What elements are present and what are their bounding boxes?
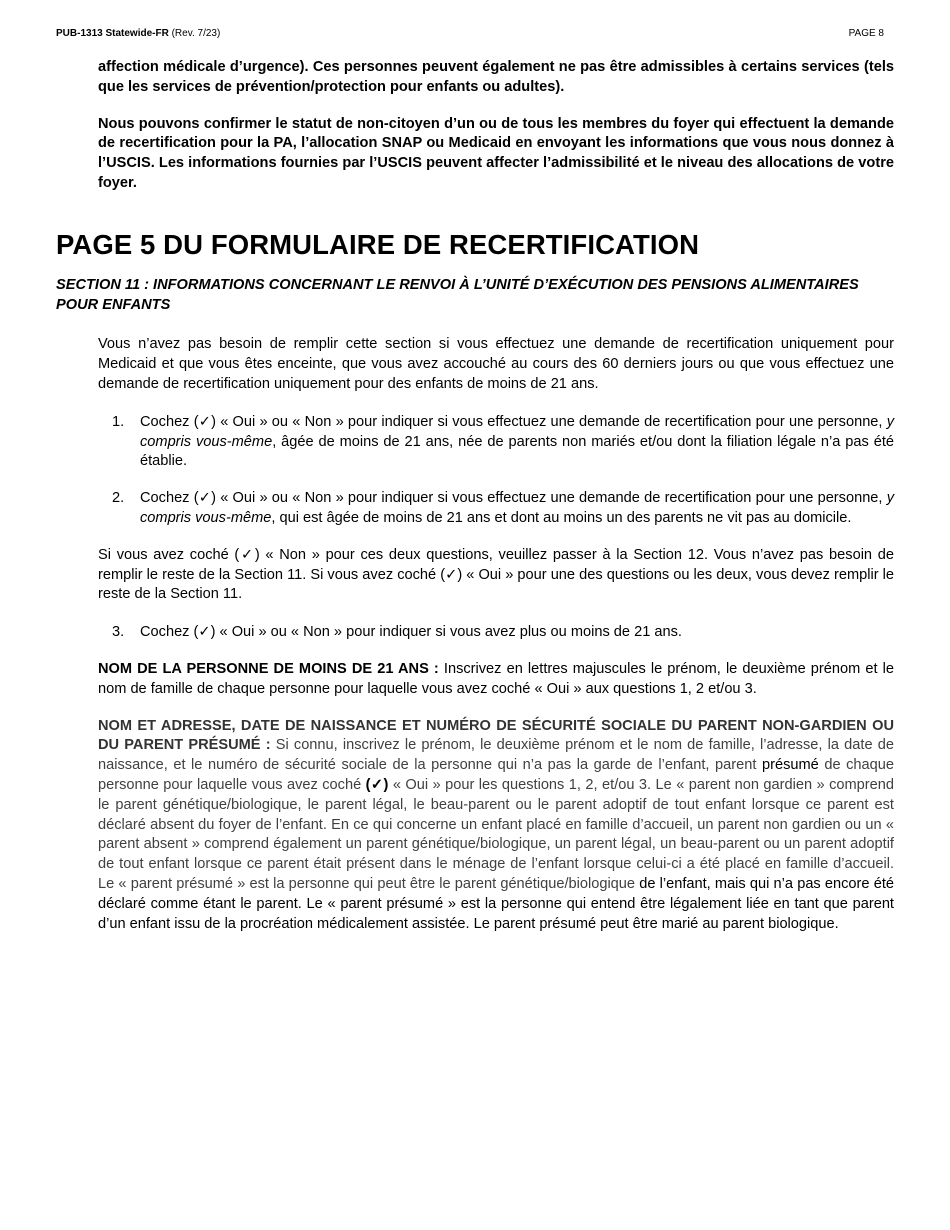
paragraph-emergency: affection médicale d’urgence). Ces personnes peuvent également ne pas être admissibles à certains services (tels que les services de prévention/protection pour enfants ou adultes). xyxy=(98,59,894,95)
item-text: Cochez (✓) « Oui » ou « Non » pour indiquer si vous effectuez une demande de recertification pour une personne, y compris vous-même, âgée de moins de 21 ans, née de parents non mariés et/ou dont la filiation légale n’a pas été établie. xyxy=(140,413,894,470)
form-code: PUB-1313 Statewide-FR (Rev. 7/23) xyxy=(56,28,221,39)
item-text: Cochez (✓) « Oui » ou « Non » pour indiquer si vous effectuez une demande de recertification pour une personne, y compris vous-même, qui est âgée de moins de 21 ans et dont au moins un des parents ne vit pas au domicile. xyxy=(140,490,894,526)
page-title: PAGE 5 DU FORMULAIRE DE RECERTIFICATION xyxy=(56,228,700,260)
section-intro: Vous n’avez pas besoin de remplir cette section si vous effectuez une demande de recertification uniquement pour Medicaid et que vous êtes enceinte, que vous avez accouché au cours des 60 derniers jours ou que vous effectuez une demande de recertification uniquement pour des enfants de moins de 21 ans. xyxy=(98,336,894,392)
name-label: NOM DE LA PERSONNE DE MOINS DE 21 ANS : xyxy=(98,660,439,677)
noncustodial-parent-paragraph: NOM ET ADRESSE, DATE DE NAISSANCE ET NUMÉRO DE SÉCURITÉ SOCIALE DU PARENT NON-GARDIEN OU DU PARENT PRÉSUMÉ : Si connu, inscrivez le prénom, le deuxième prénom et le nom de famille, l’adresse, la date de naissance, et le numéro de sécurité sociale de la personne qui n’a pas la garde de l’enfant, parent présumé de chaque personne pour laquelle vous avez coché (✓) « Oui » pour les questions 1, 2, et/ou 3. Le « parent non gardien » comprend le parent génétique/biologique, le parent légal, le beau-parent ou le parent adoptif de tout enfant lorsque ce parent est déclaré absent du foyer de l’enfant. En ce qui concerne un enfant placé en famille d’accueil, un parent non gardien ou un « parent absent » comprend également un parent génétique/biologique, un parent légal, un beau-parent ou un parent adoptif de tout enfant lorsque ce parent était présent dans le ménage de l’enfant lorsque celui-ci a été placé en famille d’accueil. Le « parent présumé » est la personne qui peut être le parent génétique/biologique de l’enfant, mais qui n’a pas encore été déclaré comme étant le parent. Le « parent présumé » est la personne qui entend être légalement liée en tant que parent d’un enfant issu de la procréation médicalement assistée. Le parent présumé peut être marié au parent biologique. xyxy=(98,717,895,932)
parent-label: NOM ET ADRESSE, DATE DE NAISSANCE ET NUMÉRO DE SÉCURITÉ SOCIALE DU PARENT NON-GARDIEN OU DU PARENT PRÉSUMÉ : xyxy=(98,717,894,754)
page-number: PAGE 8 xyxy=(848,28,884,39)
list-item xyxy=(98,623,894,643)
page-header xyxy=(56,28,884,44)
section-title: SECTION 11 : INFORMATIONS CONCERNANT LE RENVOI À L’UNITÉ D’EXÉCUTION DES PENSIONS ALIMENTAIRES POUR ENFANTS xyxy=(56,276,859,313)
questions-list-a xyxy=(98,413,894,529)
paragraph-uscis: Nous pouvons confirmer le statut de non-citoyen d’un ou de tous les membres du foyer qui effectuent la demande de recertification pour la PA, l’allocation SNAP ou Medicaid en envoyant les informations que vous nous donnez à l’USCIS. Les informations fournies par l’USCIS peuvent affecter l’admissibilité et le niveau des allocations de votre foyer. xyxy=(98,115,894,191)
form-revision: (Rev. 7/23) xyxy=(171,28,221,39)
list-item xyxy=(98,489,894,529)
item-text: Cochez (✓) « Oui » ou « Non » pour indiquer si vous avez plus ou moins de 21 ans. xyxy=(140,624,682,641)
item-number: 2. xyxy=(112,490,125,507)
name-under-21-paragraph: NOM DE LA PERSONNE DE MOINS DE 21 ANS : Inscrivez en lettres majuscules le prénom, le deuxième prénom et le nom de famille de chaque personne pour laquelle vous avez coché « Oui » aux questions 1, 2 et/ou 3. xyxy=(98,660,894,697)
item-number: 3. xyxy=(112,624,125,641)
page-content xyxy=(0,58,950,934)
skip-instructions: Si vous avez coché (✓) « Non » pour ces deux questions, veuillez passer à la Section 12. Vous n’avez pas besoin de remplir le reste de la Section 11. Si vous avez coché (✓) « Oui » pour une des questions ou les deux, vous devez remplir le reste de la Section 11. xyxy=(98,546,894,603)
questions-list-b xyxy=(98,623,894,643)
checkmark-icon: (✓) xyxy=(365,776,389,793)
list-item xyxy=(98,413,894,472)
item-number: 1. xyxy=(112,413,125,430)
